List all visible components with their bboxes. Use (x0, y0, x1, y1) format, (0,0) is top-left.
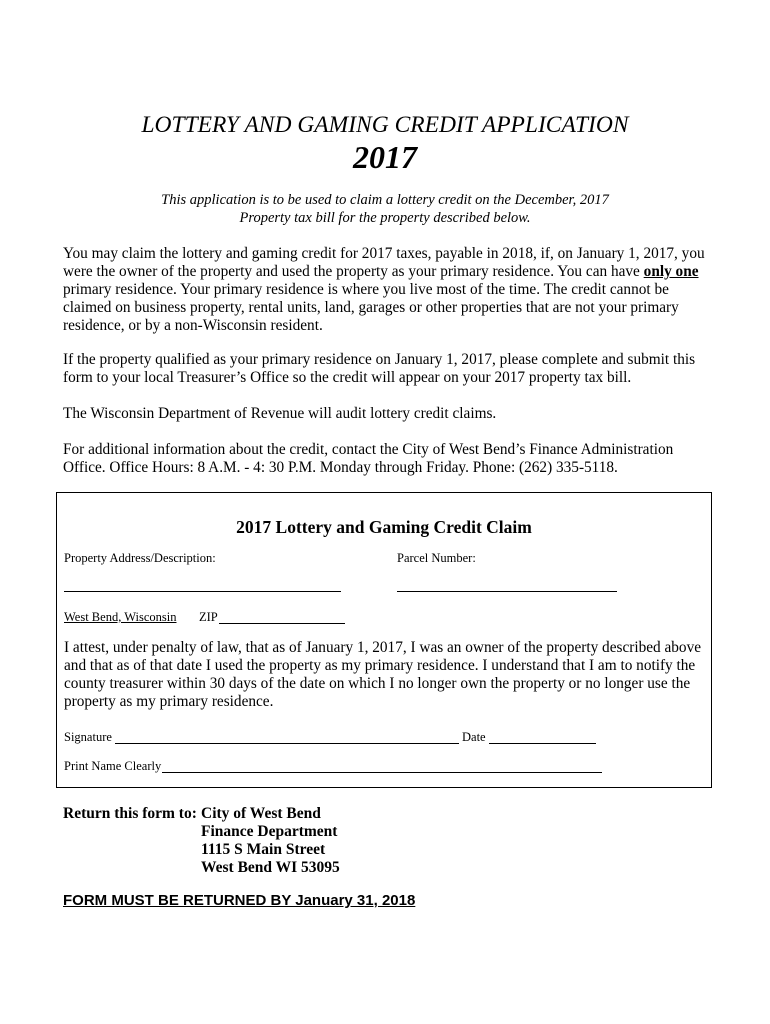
city-state-label: West Bend, Wisconsin (64, 610, 177, 624)
date-label: Date (462, 730, 486, 744)
print-name-label: Print Name Clearly (64, 759, 162, 773)
only-one-emphasis: only one (643, 263, 699, 280)
eligibility-text-start: You may claim the lottery and gaming credit for 2017 taxes, payable in 2018, if, on January 1, 2017, you were the owner of the property and used the property as your primary residence. You can have (63, 245, 705, 280)
return-address-line-3: 1115 S Main Street (201, 841, 326, 858)
submission-paragraph: If the property qualified as your primary residence on January 1, 2017, please complete and submit this form to your local Treasurer’s Office so the credit will appear on your 2017 property tax bill. (63, 351, 696, 386)
date-field[interactable] (489, 743, 596, 744)
return-address (201, 805, 340, 877)
return-label: Return this form to: (63, 805, 197, 822)
form-subtitle (0, 191, 770, 227)
zip-field[interactable] (219, 623, 345, 624)
contact-paragraph: For additional information about the credit, contact the City of West Bend’s Finance Administration Office. Office Hours: 8 A.M. - 4: 30 P.M. Monday through Friday. Phone: (262) 335-5118. (63, 441, 674, 476)
parcel-number-field[interactable] (397, 591, 617, 592)
zip-label: ZIP (199, 610, 218, 624)
eligibility-paragraph (63, 245, 713, 335)
print-name-field[interactable] (162, 772, 602, 773)
signature-field[interactable] (115, 743, 459, 744)
claim-title: 2017 Lottery and Gaming Credit Claim (236, 517, 532, 537)
signature-label: Signature (64, 730, 112, 744)
return-address-line-2: Finance Department (201, 823, 338, 840)
subtitle-line-1: This application is to be used to claim a lottery credit on the December, 2017 (161, 192, 609, 208)
form-year: 2017 (353, 139, 417, 175)
parcel-number-label: Parcel Number: (397, 551, 476, 565)
subtitle-line-2: Property tax bill for the property described below. (239, 210, 531, 226)
attestation-statement: I attest, under penalty of law, that as of January 1, 2017, I was an owner of the property described above and that as of that date I used the property as my primary residence. I understand that I am to notify the county treasurer within 30 days of the date on which I no longer own the property or no longer use the property as my primary residence. (64, 639, 702, 710)
eligibility-text-end: primary residence. Your primary residence is where you live most of the time. The credit cannot be claimed on business property, rental units, land, garages or other properties that are not your primary residence, or by a non-Wisconsin resident. (63, 281, 679, 334)
property-address-field[interactable] (64, 591, 341, 592)
return-deadline: FORM MUST BE RETURNED BY January 31, 2018 (63, 892, 416, 909)
return-address-line-4: West Bend WI 53095 (201, 859, 340, 876)
property-address-label: Property Address/Description: (64, 551, 216, 565)
claim-section (56, 492, 712, 788)
form-title: LOTTERY AND GAMING CREDIT APPLICATION (141, 112, 629, 138)
audit-paragraph: The Wisconsin Department of Revenue will audit lottery credit claims. (63, 405, 497, 422)
return-address-line-1: City of West Bend (201, 805, 321, 822)
